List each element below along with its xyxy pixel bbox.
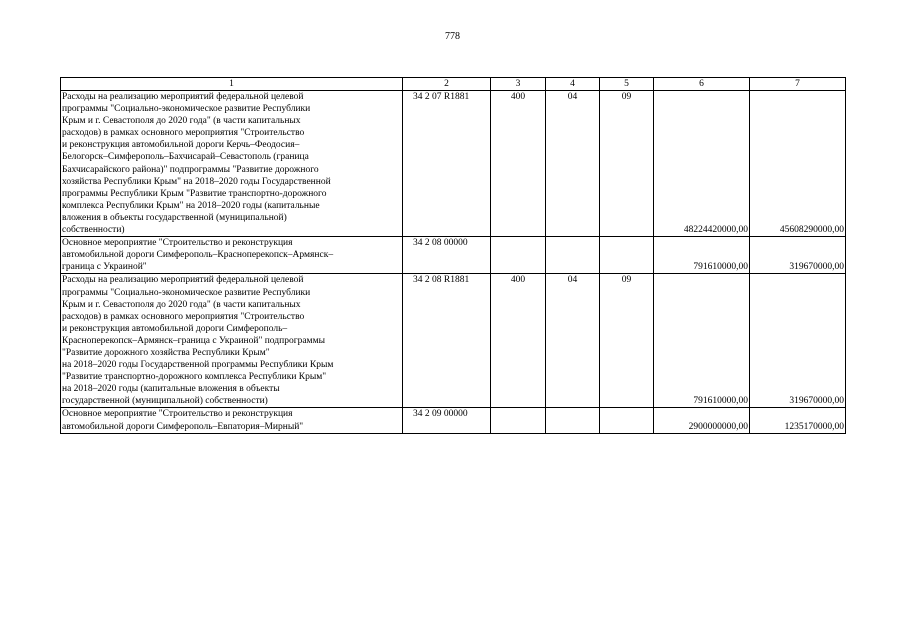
description-line: Белогорск–Симферополь–Бахчисарай–Севастополь (граница xyxy=(62,152,309,163)
header-row xyxy=(61,78,846,91)
description-line: Расходы на реализацию мероприятий федеральной целевой xyxy=(62,92,304,102)
description-line: Крым и г. Севастополя до 2020 года" (в части капитальных xyxy=(62,299,301,310)
expense-type-code: 400 xyxy=(491,91,546,237)
section-code: 04 xyxy=(546,274,600,408)
description-line: расходов) в рамках основного мероприятия "Строительство xyxy=(62,128,305,139)
row-description xyxy=(61,274,403,408)
amount-col6: 791610000,00 xyxy=(654,274,750,408)
description-line: автомобильной дороги Симферополь–Красноперекопск–Армянск– xyxy=(62,250,334,261)
table-row xyxy=(61,274,846,408)
subsection-code: 09 xyxy=(600,91,654,237)
row-description xyxy=(61,237,403,274)
description-line: и реконструкция автомобильной дороги Керчь–Феодосия– xyxy=(62,140,300,151)
description-line: программы "Социально-экономическое развитие Республики xyxy=(62,104,311,115)
description-line: на 2018–2020 годы (капитальные вложения в объекты xyxy=(62,384,280,395)
expense-type-code xyxy=(491,408,546,433)
table-row xyxy=(61,91,846,237)
description-line: на 2018–2020 годы Государственной программы Республики Крым xyxy=(62,360,334,371)
amount-col6: 791610000,00 xyxy=(654,237,750,274)
table-row xyxy=(61,237,846,274)
expense-type-code xyxy=(491,237,546,274)
description-line: Красноперекопск–Армянск–граница с Украиной" подпрограммы xyxy=(62,335,325,346)
header-cell: 1 xyxy=(61,78,403,91)
section-code xyxy=(546,408,600,433)
amount-col7: 45608290000,00 xyxy=(750,91,846,237)
description-line: программы Республики Крым "Развитие транспортно-дорожного xyxy=(62,188,327,199)
description-line: граница с Украиной" xyxy=(62,262,147,273)
header-cell: 6 xyxy=(654,78,750,91)
description-line: расходов) в рамках основного мероприятия "Строительство xyxy=(62,311,305,322)
description-line: программы "Социально-экономическое развитие Республики xyxy=(62,287,311,298)
target-article-code: 34 2 09 00000 xyxy=(403,408,491,433)
section-code xyxy=(546,237,600,274)
header-cell: 4 xyxy=(546,78,600,91)
description-line: Расходы на реализацию мероприятий федеральной целевой xyxy=(62,275,304,286)
description-line: Основное мероприятие "Строительство и реконструкция xyxy=(62,409,293,420)
description-line: автомобильной дороги Симферополь–Евпатория–Мирный" xyxy=(62,421,304,432)
description-line: собственности) xyxy=(62,225,125,236)
target-article-code: 34 2 08 R1881 xyxy=(403,274,491,408)
description-line: Крым и г. Севастополя до 2020 года" (в части капитальных xyxy=(62,116,301,127)
description-line: и реконструкция автомобильной дороги Симферополь– xyxy=(62,323,288,334)
subsection-code xyxy=(600,408,654,433)
header-cell: 3 xyxy=(491,78,546,91)
header-cell: 5 xyxy=(600,78,654,91)
page-number: 778 xyxy=(445,31,460,42)
row-description xyxy=(61,91,403,237)
amount-col6: 48224420000,00 xyxy=(654,91,750,237)
amount-col7: 319670000,00 xyxy=(750,237,846,274)
table-row xyxy=(61,408,846,433)
expense-type-code: 400 xyxy=(491,274,546,408)
description-line: вложения в объекты государственной (муниципальной) xyxy=(62,212,287,223)
description-line: хозяйства Республики Крым" на 2018–2020 годы Государственной xyxy=(62,176,331,187)
subsection-code: 09 xyxy=(600,274,654,408)
amount-col7: 1235170000,00 xyxy=(750,408,846,433)
section-code: 04 xyxy=(546,91,600,237)
header-cell: 2 xyxy=(403,78,491,91)
target-article-code: 34 2 08 00000 xyxy=(403,237,491,274)
description-line: Бахчисарайского района)" подпрограммы "Развитие дорожного xyxy=(62,164,319,175)
subsection-code xyxy=(600,237,654,274)
amount-col6: 2900000000,00 xyxy=(654,408,750,433)
target-article-code: 34 2 07 R1881 xyxy=(403,91,491,237)
description-line: Основное мероприятие "Строительство и реконструкция xyxy=(62,238,293,249)
description-line: "Развитие дорожного хозяйства Республики Крым" xyxy=(62,347,270,358)
header-cell: 7 xyxy=(750,78,846,91)
description-line: государственной (муниципальной) собственности) xyxy=(62,396,268,407)
budget-table xyxy=(60,77,846,434)
description-line: комплекса Республики Крым" на 2018–2020 годы (капитальные xyxy=(62,200,320,211)
amount-col7: 319670000,00 xyxy=(750,274,846,408)
description-line: "Развитие транспортно-дорожного комплекса Республики Крым" xyxy=(62,372,327,383)
row-description xyxy=(61,408,403,433)
